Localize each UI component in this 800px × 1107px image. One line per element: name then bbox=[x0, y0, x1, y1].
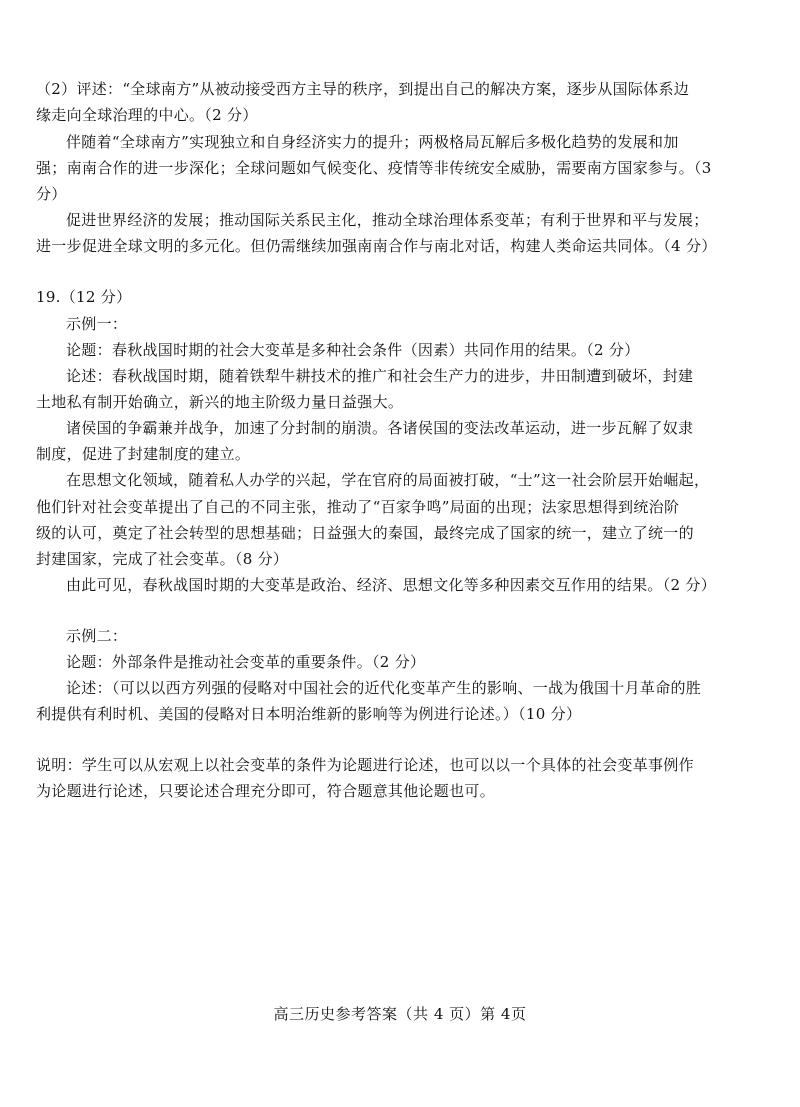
example1-arg3-line-1: 在思想文化领域，随着私人办学的兴起，学在官府的局面被打破，“士”这一社会阶层开始崛起， bbox=[66, 471, 710, 489]
q2-para2-line-1: 促进世界经济的发展；推动国际关系民主化，推动全球治理体系变革；有利于世界和平与发展； bbox=[66, 211, 709, 229]
q2-review-line-2: 缘走向全球治理的中心。（2 分） bbox=[36, 106, 258, 124]
example1-arg3-line-4: 封建国家，完成了社会变革。（8 分） bbox=[36, 550, 289, 568]
example1-arg1-line-1: 论述：春秋战国时期，随着铁犁牛耕技术的推广和社会生产力的进步，井田制遭到破坏，封建 bbox=[66, 367, 694, 385]
q2-review-line-1: （2）评述：“全球南方”从被动接受西方主导的秩序，到提出自己的解决方案，逐步从国际体系边 bbox=[36, 80, 690, 98]
example1-conclusion: 由此可见，春秋战国时期的大变革是政治、经济、思想文化等多种因素交互作用的结果。（2 分） bbox=[66, 576, 717, 594]
example1-arg2-line-1: 诸侯国的争霸兼并战争，加速了分封制的崩溃。各诸侯国的变法改革运动，进一步瓦解了奴隶 bbox=[66, 419, 694, 437]
q2-para1-line-2: 强；南南合作的进一步深化；全球问题如气候变化、疫情等非传统安全威胁，需要南方国家参与。（3 bbox=[36, 159, 712, 177]
example1-label: 示例一： bbox=[66, 315, 128, 333]
example2-label: 示例二： bbox=[66, 627, 128, 645]
example2-thesis: 论题：外部条件是推动社会变革的重要条件。（2 分） bbox=[66, 653, 426, 671]
example1-thesis: 论题：春秋战国时期的社会大变革是多种社会条件（因素）共同作用的结果。（2 分） bbox=[66, 341, 640, 359]
page-footer: 高三历史参考答案（共 4 页）第 4页 bbox=[273, 1005, 527, 1023]
example1-arg3-line-2: 他们针对社会变革提出了自己的不同主张，推动了“百家争鸣”局面的出现；法家思想得到统治阶 bbox=[36, 498, 680, 516]
example1-arg1-line-2: 土地私有制开始确立，新兴的地主阶级力量日益强大。 bbox=[36, 393, 404, 411]
q2-para2-line-2: 进一步促进全球文明的多元化。但仍需继续加强南南合作与南北对话，构建人类命运共同体。（4 分） bbox=[36, 237, 717, 255]
example1-arg3-line-3: 级的认可，奠定了社会转型的思想基础；日益强大的秦国，最终完成了国家的统一，建立了统一的 bbox=[36, 524, 694, 542]
q2-para1-line-1: 伴随着“全球南方”实现独立和自身经济实力的提升；两极格局瓦解后多极化趋势的发展和加 bbox=[66, 133, 679, 151]
note-line-1: 说明：学生可以从宏观上以社会变革的条件为论题进行论述，也可以以一个具体的社会变革事例作 bbox=[36, 756, 694, 774]
q2-para1-line-3: 分） bbox=[36, 185, 67, 203]
example1-arg2-line-2: 制度，促进了封建制度的建立。 bbox=[36, 445, 251, 463]
example2-arg-line-2: 利提供有利时机、美国的侵略对日本明治维新的影响等为例进行论述。）（10 分） bbox=[36, 705, 582, 723]
example2-arg-line-1: 论述：（可以以西方列强的侵略对中国社会的近代化变革产生的影响、一战为俄国十月革命的胜 bbox=[66, 679, 702, 697]
q19-heading: 19.（12 分） bbox=[36, 288, 132, 306]
note-line-2: 为论题进行论述，只要论述合理充分即可，符合题意其他论题也可。 bbox=[36, 782, 496, 800]
